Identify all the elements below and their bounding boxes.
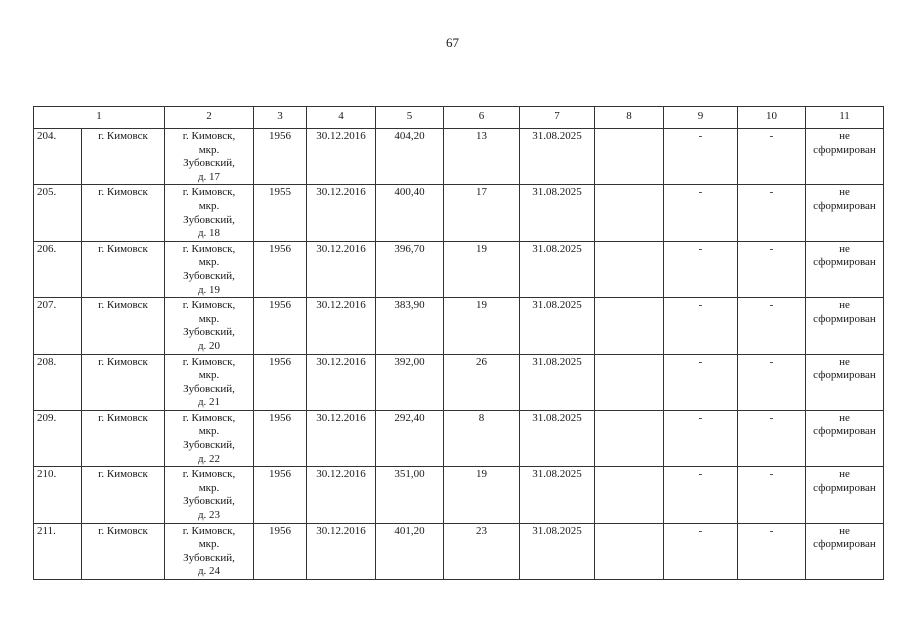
table-row — [34, 354, 884, 410]
address-line: д. 22 — [197, 452, 221, 465]
row-col9: - — [664, 467, 738, 523]
row-count: 23 — [444, 523, 520, 579]
row-area: 401,20 — [376, 523, 444, 579]
row-col8 — [595, 523, 664, 579]
row-area: 404,20 — [376, 129, 444, 185]
status-line: не — [839, 130, 850, 142]
address-line: мкр. — [198, 143, 220, 156]
row-year: 1956 — [254, 410, 307, 466]
address-line: д. 23 — [197, 509, 221, 522]
housing-registry-table — [33, 106, 884, 580]
status-line: сформирован — [813, 256, 876, 269]
status-line: не — [839, 186, 850, 199]
row-status — [806, 410, 884, 466]
header-cell-2: 2 — [165, 107, 254, 129]
table-row — [34, 523, 884, 579]
row-address — [165, 185, 254, 241]
row-status — [806, 298, 884, 354]
row-city: г. Кимовск — [82, 410, 165, 466]
table-row — [34, 129, 884, 185]
address-line: д. 17 — [197, 170, 221, 183]
row-year: 1956 — [254, 354, 307, 410]
row-col10: - — [738, 467, 806, 523]
row-date: 30.12.2016 — [307, 523, 376, 579]
table-row — [34, 467, 884, 523]
row-area: 396,70 — [376, 241, 444, 297]
row-number: 205. — [34, 185, 82, 241]
page-number: 67 — [446, 35, 459, 50]
header-cell-4: 4 — [307, 107, 376, 129]
address-line: мкр. — [198, 481, 220, 494]
address-line: Зубовский, — [183, 382, 235, 395]
row-city: г. Кимовск — [82, 298, 165, 354]
row-deadline: 31.08.2025 — [520, 185, 595, 241]
address-line: г. Кимовск, — [182, 299, 236, 312]
row-area: 292,40 — [376, 410, 444, 466]
row-col9: - — [664, 523, 738, 579]
row-address — [165, 298, 254, 354]
row-area: 400,40 — [376, 185, 444, 241]
row-col10: - — [738, 185, 806, 241]
address-line: г. Кимовск, — [182, 524, 236, 537]
address-line: мкр. — [198, 312, 220, 325]
status-line: сформирован — [813, 199, 876, 212]
address-line: д. 20 — [197, 339, 221, 352]
row-city: г. Кимовск — [82, 467, 165, 523]
row-col10: - — [738, 410, 806, 466]
row-year: 1956 — [254, 467, 307, 523]
row-date: 30.12.2016 — [307, 129, 376, 185]
row-number: 211. — [34, 523, 82, 579]
table-row — [34, 185, 884, 241]
row-count: 13 — [444, 129, 520, 185]
row-count: 26 — [444, 354, 520, 410]
header-cell-5: 5 — [376, 107, 444, 129]
table-header — [34, 107, 884, 129]
address-line: Зубовский, — [183, 326, 235, 339]
row-city: г. Кимовск — [82, 185, 165, 241]
row-col10: - — [738, 129, 806, 185]
row-address — [165, 354, 254, 410]
row-year: 1956 — [254, 129, 307, 185]
row-status — [806, 185, 884, 241]
row-year: 1956 — [254, 523, 307, 579]
row-number: 207. — [34, 298, 82, 354]
row-col10: - — [738, 298, 806, 354]
row-col10: - — [738, 241, 806, 297]
status-line: не — [839, 468, 850, 481]
row-status — [806, 129, 884, 185]
row-count: 19 — [444, 241, 520, 297]
row-city: г. Кимовск — [82, 129, 165, 185]
status-line: сформирован — [813, 425, 876, 438]
table-row — [34, 241, 884, 297]
row-col9: - — [664, 410, 738, 466]
row-city: г. Кимовск — [82, 523, 165, 579]
header-cell-1: 1 — [34, 107, 165, 129]
header-cell-6: 6 — [444, 107, 520, 129]
row-status — [806, 523, 884, 579]
row-col8 — [595, 467, 664, 523]
row-col9: - — [664, 354, 738, 410]
address-line: д. 18 — [197, 227, 221, 240]
row-area: 351,00 — [376, 467, 444, 523]
header-cell-9: 9 — [664, 107, 738, 129]
header-cell-7: 7 — [520, 107, 595, 129]
row-deadline: 31.08.2025 — [520, 354, 595, 410]
row-address — [165, 523, 254, 579]
address-line: г. Кимовск, — [182, 130, 236, 142]
address-line: д. 24 — [197, 565, 221, 578]
row-col8 — [595, 298, 664, 354]
row-col10: - — [738, 354, 806, 410]
row-deadline: 31.08.2025 — [520, 298, 595, 354]
row-col9: - — [664, 298, 738, 354]
address-line: г. Кимовск, — [182, 411, 236, 424]
row-deadline: 31.08.2025 — [520, 467, 595, 523]
address-line: Зубовский, — [183, 157, 235, 170]
row-deadline: 31.08.2025 — [520, 523, 595, 579]
header-cell-11: 11 — [806, 107, 884, 129]
row-date: 30.12.2016 — [307, 241, 376, 297]
row-area: 383,90 — [376, 298, 444, 354]
table-body — [34, 129, 884, 580]
row-col10: - — [738, 523, 806, 579]
row-year: 1956 — [254, 298, 307, 354]
status-line: сформирован — [813, 143, 876, 156]
header-row — [34, 107, 884, 129]
row-status — [806, 467, 884, 523]
row-col9: - — [664, 185, 738, 241]
row-year: 1956 — [254, 241, 307, 297]
address-line: Зубовский, — [183, 551, 235, 564]
row-deadline: 31.08.2025 — [520, 129, 595, 185]
header-cell-8: 8 — [595, 107, 664, 129]
row-city: г. Кимовск — [82, 241, 165, 297]
row-col8 — [595, 129, 664, 185]
table-row — [34, 298, 884, 354]
row-col8 — [595, 410, 664, 466]
row-address — [165, 129, 254, 185]
row-year: 1955 — [254, 185, 307, 241]
row-address — [165, 467, 254, 523]
row-city: г. Кимовск — [82, 354, 165, 410]
row-date: 30.12.2016 — [307, 410, 376, 466]
status-line: сформирован — [813, 538, 876, 551]
row-address — [165, 410, 254, 466]
status-line: не — [839, 242, 850, 255]
row-count: 19 — [444, 298, 520, 354]
row-count: 8 — [444, 410, 520, 466]
row-date: 30.12.2016 — [307, 185, 376, 241]
row-number: 209. — [34, 410, 82, 466]
address-line: г. Кимовск, — [182, 355, 236, 368]
address-line: Зубовский, — [183, 495, 235, 508]
status-line: не — [839, 524, 850, 537]
row-number: 208. — [34, 354, 82, 410]
address-line: Зубовский, — [183, 269, 235, 282]
row-date: 30.12.2016 — [307, 298, 376, 354]
address-line: мкр. — [198, 369, 220, 382]
row-number: 204. — [34, 129, 82, 185]
address-line: г. Кимовск, — [182, 468, 236, 481]
row-deadline: 31.08.2025 — [520, 241, 595, 297]
row-col9: - — [664, 241, 738, 297]
row-col8 — [595, 241, 664, 297]
status-line: сформирован — [813, 481, 876, 494]
row-number: 210. — [34, 467, 82, 523]
row-count: 17 — [444, 185, 520, 241]
row-address — [165, 241, 254, 297]
table-row — [34, 410, 884, 466]
status-line: сформирован — [813, 369, 876, 382]
row-area: 392,00 — [376, 354, 444, 410]
address-line: д. 21 — [197, 396, 221, 409]
row-count: 19 — [444, 467, 520, 523]
header-cell-10: 10 — [738, 107, 806, 129]
row-date: 30.12.2016 — [307, 467, 376, 523]
row-status — [806, 354, 884, 410]
address-line: мкр. — [198, 538, 220, 551]
status-line: сформирован — [813, 312, 876, 325]
address-line: мкр. — [198, 425, 220, 438]
row-status — [806, 241, 884, 297]
address-line: мкр. — [198, 256, 220, 269]
row-deadline: 31.08.2025 — [520, 410, 595, 466]
row-number: 206. — [34, 241, 82, 297]
row-col8 — [595, 354, 664, 410]
address-line: г. Кимовск, — [182, 186, 236, 199]
row-date: 30.12.2016 — [307, 354, 376, 410]
row-col8 — [595, 185, 664, 241]
address-line: Зубовский, — [183, 213, 235, 226]
row-col9: - — [664, 129, 738, 185]
header-cell-3: 3 — [254, 107, 307, 129]
status-line: не — [839, 411, 850, 424]
address-line: г. Кимовск, — [182, 242, 236, 255]
status-line: не — [839, 299, 850, 312]
address-line: д. 19 — [197, 283, 221, 296]
address-line: Зубовский, — [183, 439, 235, 452]
status-line: не — [839, 355, 850, 368]
address-line: мкр. — [198, 199, 220, 212]
